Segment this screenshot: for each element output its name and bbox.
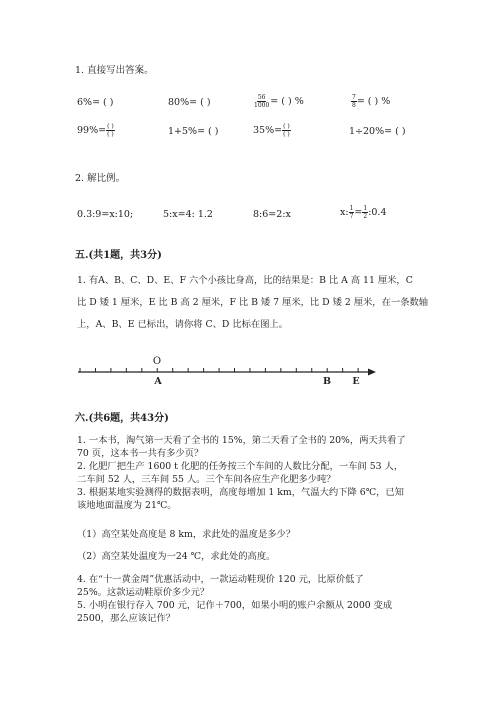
- sub-question-1: （1）高空某处高度是 8 km，求此处的温度是多少？: [77, 529, 296, 540]
- section-5-title: 五.(共1题，共3分): [75, 250, 162, 261]
- point-e-label: E: [352, 376, 360, 387]
- point-b-label: B: [322, 376, 332, 387]
- question-line: 70 页，这本书一共有多少页？: [77, 448, 204, 459]
- calc-expression: 80%: [168, 97, 190, 108]
- axis-arrow-icon: [368, 369, 376, 376]
- fraction-denominator: 1000: [254, 102, 270, 109]
- calc-answer-blank: = ( ): [384, 126, 406, 137]
- question-line: 3. 根据某地实验测得的数据表明，高度每增加 1 km，气温大约下降 6℃，已知: [77, 487, 404, 498]
- question-paragraph: [77, 270, 428, 336]
- fraction-denominator: 8: [352, 102, 356, 109]
- calc-item: [168, 97, 211, 108]
- question-line: 2. 化肥厂把生产 1600 t 化肥的任务按三个车间的人数比分配，一车间 53 人，: [77, 461, 404, 472]
- question-line: 4. 在“十一黄金周”优惠活动中，一款运动鞋现价 120 元，比原价低了: [77, 574, 364, 585]
- question-line: 5. 小明在银行存入 700 元，记作＋700，如果小明的账户余额从 2000 变成: [77, 600, 393, 611]
- fraction-blank: [282, 123, 291, 138]
- paragraph-line: 上，A、B、E 已标出，请你将 C、D 比标在图上。: [77, 319, 289, 330]
- number-line: [70, 350, 390, 390]
- question-line: 该地地面温度为 21℃。: [77, 500, 177, 511]
- proportion-item: [340, 205, 387, 220]
- calc-item: [253, 94, 304, 109]
- fraction-numerator: ( ): [107, 123, 114, 130]
- calc-expression: 35%: [253, 125, 275, 136]
- proportion-item: 5:x=4: 1.2: [163, 209, 213, 220]
- paragraph-line: 比 D 矮 1 厘米，E 比 B 高 2 厘米，F 比 B 矮 7 厘米，比 D 矮 2 厘米，在一条数轴: [77, 297, 429, 308]
- fraction-denominator: ( ): [283, 131, 290, 138]
- calc-expression: 6%: [77, 97, 93, 108]
- fraction-numerator: 1: [349, 205, 354, 212]
- calc-item: [77, 97, 114, 108]
- fraction-numerator: 1: [363, 205, 368, 212]
- calc-equals: =: [98, 125, 107, 136]
- fraction-denominator: ( ): [107, 131, 114, 138]
- calc-expression: 1÷20%: [349, 126, 385, 137]
- fraction: [253, 94, 270, 109]
- fraction-numerator: ( ): [283, 123, 290, 130]
- origin-label: O: [152, 356, 162, 367]
- section-2-title: 2. 解比例。: [75, 173, 126, 184]
- fraction-denominator: 2: [363, 213, 368, 220]
- fraction-blank: [106, 123, 115, 138]
- calc-expression: 1+5%: [168, 126, 198, 137]
- proportion-text: =: [354, 207, 363, 218]
- sub-question-2: （2）高空某处温度为一24 ℃，求此处的高度。: [77, 551, 276, 562]
- question-line: 25%。这款运动鞋原价多少元？: [77, 587, 210, 598]
- question-block: [77, 573, 392, 625]
- proportion-text: x:: [340, 207, 349, 218]
- calc-answer-blank: = ( ) %: [270, 96, 304, 107]
- calc-equals: =: [274, 125, 283, 136]
- calc-item: [349, 126, 406, 137]
- calc-item: [77, 123, 115, 138]
- question-line: 二车间 52 人，三车间 55 人。三个车间各应生产化肥多少吨？: [77, 474, 336, 485]
- section-1-title: 1. 直接写出答案。: [75, 65, 154, 76]
- calc-answer-blank: = ( ) %: [356, 96, 391, 107]
- proportion-text: :0.4: [368, 207, 387, 218]
- calc-item: [253, 123, 291, 138]
- fraction-numerator: 56: [257, 94, 266, 101]
- proportion-item: 0.3:9=x:10;: [77, 209, 134, 220]
- proportion-item: 8:6=2:x: [253, 209, 291, 220]
- fraction-numerator: 7: [352, 94, 356, 101]
- fraction-denominator: 7: [349, 213, 354, 220]
- calc-item: [351, 94, 390, 109]
- paragraph-line: 1. 有A、B、C、D、E、F 六个小孩比身高，比的结果是：B 比 A 高 11 厘米，C: [77, 275, 413, 286]
- section-6-title: 六.(共6题，共43分): [75, 413, 169, 424]
- question-line: 1. 一本书，淘气第一天看了全书的 15%，第二天看了全书的 20%，两天共看了: [77, 435, 406, 446]
- question-line: 2500，那么应该记作？: [77, 613, 176, 624]
- calc-expression: 99%: [77, 125, 99, 136]
- calc-item: [168, 126, 219, 137]
- calc-answer-blank: = ( ): [197, 126, 219, 137]
- calc-answer-blank: = ( ): [189, 97, 211, 108]
- calc-answer-blank: = ( ): [92, 97, 114, 108]
- point-a-label: A: [154, 376, 162, 387]
- question-block: [77, 434, 406, 512]
